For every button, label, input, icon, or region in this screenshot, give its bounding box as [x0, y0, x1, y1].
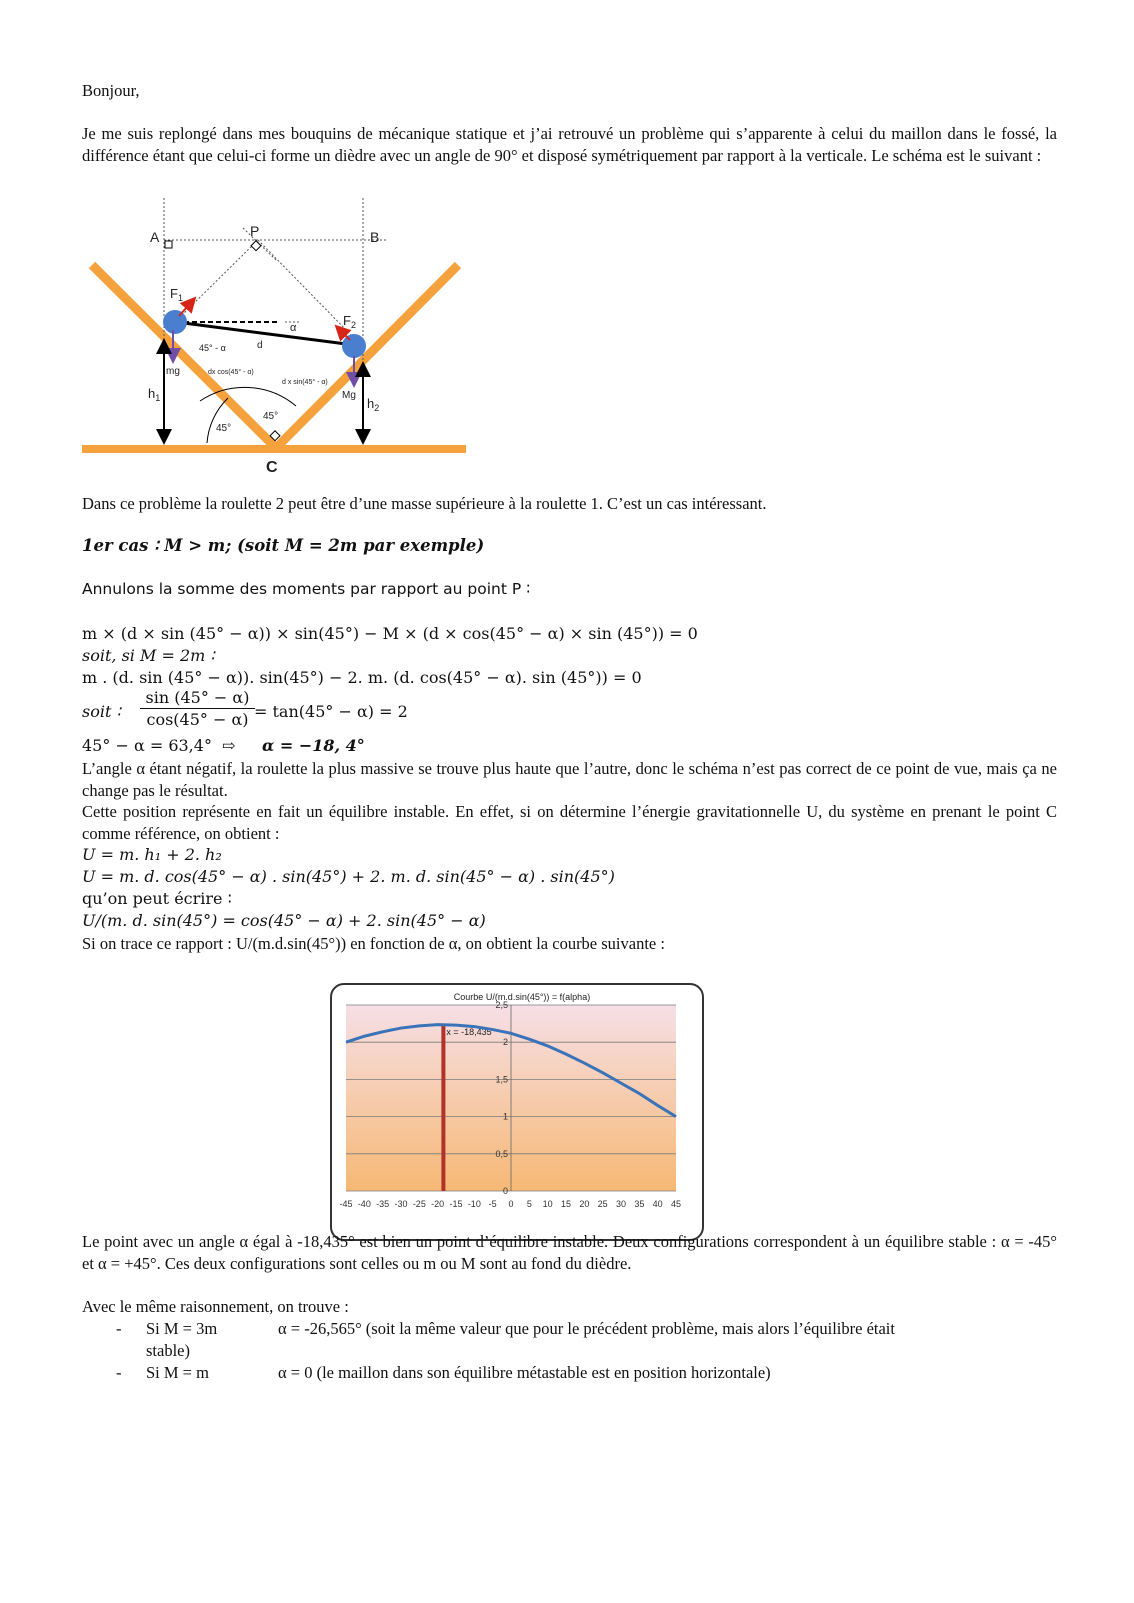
- equation-4-rhs: = tan(45° − α) = 2: [254, 702, 408, 721]
- svg-text:h1: $h_1$: [148, 386, 161, 403]
- list-item-label: Si M = 3m: [146, 1319, 218, 1338]
- roller-1: [163, 310, 187, 334]
- svg-text:F2: $F_2$: [343, 313, 356, 330]
- case-intro: Dans ce problème la roulette 2 peut être d’une masse supérieure à la roulette 1. C’est un cas intéressant.: [82, 494, 767, 513]
- label-B: B: [370, 229, 380, 245]
- list-item-bullet: -: [116, 1363, 122, 1382]
- x-tick-label: 25: [597, 1199, 608, 1209]
- x-tick-label: -10: [467, 1199, 481, 1209]
- label-P: P: [250, 223, 260, 239]
- x-tick-label: 0: [508, 1199, 514, 1209]
- x-tick-label: 5: [526, 1199, 532, 1209]
- svg-text:α: α: [290, 322, 297, 334]
- x-tick-label: -30: [394, 1199, 408, 1209]
- equation-5-left: 45° − α = 63,4°: [82, 736, 212, 755]
- energy-equation-1: U = m. h₁ + 2. h₂: [82, 845, 222, 864]
- equilibrium-paragraph: Le point avec un angle α égal à -18,435° est bien un point d’équilibre instable. Deux configurations correspondent à un équilibre stable : α = -45° et α = +45°. Ces deux configurations sont celles ou m ou M sont au fond du dièdre.: [82, 1232, 1057, 1273]
- label-C: C: [266, 459, 278, 476]
- svg-text:45°: 45°: [216, 423, 232, 434]
- list-item-label: Si M = m: [146, 1363, 209, 1382]
- equation-1: m × (d × sin (45° − α)) × sin(45°) − M × (d × cos(45° − α) × sin (45°)) = 0: [82, 624, 698, 643]
- trace-paragraph: Si on trace ce rapport : U/(m.d.sin(45°)) en fonction de α, on obtient la courbe suivante :: [82, 934, 665, 953]
- chart-frame: [330, 983, 704, 1241]
- list-item-text: α = 0 (le maillon dans son équilibre métastable est en position horizontale): [278, 1363, 771, 1382]
- x-tick-label: 40: [652, 1199, 663, 1209]
- arrow-icon: ⇨: [222, 736, 236, 755]
- roller-2: [342, 334, 366, 358]
- chart-title: Courbe U/(m.d.sin(45°)) = f(alpha): [453, 992, 591, 1002]
- equation-4-label: soit ∶: [82, 702, 121, 721]
- svg-text:d x sin(45° - α): d x sin(45° - α): [282, 379, 328, 386]
- x-tick-label: -20: [431, 1199, 445, 1209]
- x-tick-label: 15: [560, 1199, 572, 1209]
- annulons-text: Annulons la somme des moments par rapport au point P ∶: [82, 580, 531, 598]
- x-tick-label: 35: [634, 1199, 645, 1209]
- x-tick-label: -15: [449, 1199, 463, 1209]
- fraction-denominator: cos(45° − α): [146, 710, 249, 729]
- equation-2: soit, si M = 2m ∶: [82, 646, 215, 665]
- svg-text:dx cos(45° - α): dx cos(45° - α): [208, 369, 254, 376]
- curve-chart: [332, 985, 702, 1239]
- fraction-numerator: sin (45° − α): [140, 688, 255, 709]
- mechanics-diagram: [80, 198, 470, 478]
- list-item-text: α = -26,565° (soit la même valeur que pour le précédent problème, mais alors l’équilibre était: [278, 1319, 895, 1338]
- energy-equation-4: U/(m. d. sin(45°) = cos(45° − α) + 2. sin(45° − α): [82, 911, 486, 930]
- left-wall: [92, 265, 279, 448]
- marker-label: x = -18,435: [446, 1026, 492, 1037]
- x-tick-label: 20: [579, 1199, 590, 1209]
- list-item-continuation: stable): [146, 1341, 190, 1360]
- y-tick-label: 1: [502, 1111, 508, 1122]
- x-tick-label: 10: [542, 1199, 553, 1209]
- negative-angle-paragraph: L’angle α étant négatif, la roulette la plus massive se trouve plus haute que l’autre, donc le schéma n’est pas correct de ce point de vue, mais ça ne change pas le résultat.: [82, 759, 1057, 800]
- svg-text:F1: $F_1$: [170, 286, 183, 303]
- svg-text:45° - α: 45° - α: [199, 343, 226, 353]
- list-item-bullet: -: [116, 1319, 122, 1338]
- y-tick-label: 1,5: [495, 1074, 508, 1085]
- equation-5-result: α = −18, 4°: [262, 736, 365, 755]
- equation-4-fraction: [140, 688, 255, 729]
- intro-paragraph: Je me suis replongé dans mes bouquins de mécanique statique et j’ai retrouvé un problème qui s’apparente à celui du maillon dans le fossé, la différence étant que celui-ci forme un dièdre avec un angle de 90° et disposé symétriquement par rapport à la verticale. Le schéma est le suivant :: [82, 124, 1057, 165]
- y-tick-label: 0,5: [495, 1148, 508, 1159]
- x-tick-label: 45: [670, 1199, 682, 1209]
- unstable-paragraph: Cette position représente en fait un équilibre instable. En effet, si on détermine l’énergie gravitationnelle U, du système en prenant le point C comme référence, on obtient :: [82, 802, 1057, 843]
- svg-text:Mg: Mg: [342, 390, 356, 401]
- right-wall: [276, 265, 458, 448]
- svg-text:h2: $h_2$: [367, 396, 380, 413]
- y-tick-label: 2: [502, 1037, 508, 1048]
- y-tick-label: 0: [502, 1186, 508, 1196]
- svg-text:45°: 45°: [263, 411, 279, 422]
- greeting: Bonjour,: [82, 81, 140, 100]
- link-d: [176, 322, 354, 345]
- svg-text:d: d: [257, 340, 263, 351]
- x-tick-label: -45: [339, 1199, 353, 1209]
- x-tick-label: -35: [376, 1199, 390, 1209]
- x-tick-label: 30: [615, 1199, 627, 1209]
- x-tick-label: -40: [357, 1199, 371, 1209]
- case1-title: 1er cas ∶ M > m; (soit M = 2m par exemple): [82, 536, 485, 555]
- label-A: A: [150, 229, 160, 245]
- equation-3: m . (d. sin (45° − α)). sin(45°) − 2. m. (d. cos(45° − α). sin (45°)) = 0: [82, 668, 642, 687]
- same-reasoning: Avec le même raisonnement, on trouve :: [82, 1297, 349, 1316]
- x-tick-label: -25: [412, 1199, 426, 1209]
- energy-equation-3: qu’on peut écrire ∶: [82, 889, 232, 908]
- x-tick-label: -5: [488, 1199, 497, 1209]
- svg-text:mg: mg: [166, 366, 180, 377]
- energy-equation-2: U = m. d. cos(45° − α) . sin(45°) + 2. m. d. sin(45° − α) . sin(45°): [82, 867, 615, 886]
- y-tick-label: 2,5: [495, 1000, 508, 1010]
